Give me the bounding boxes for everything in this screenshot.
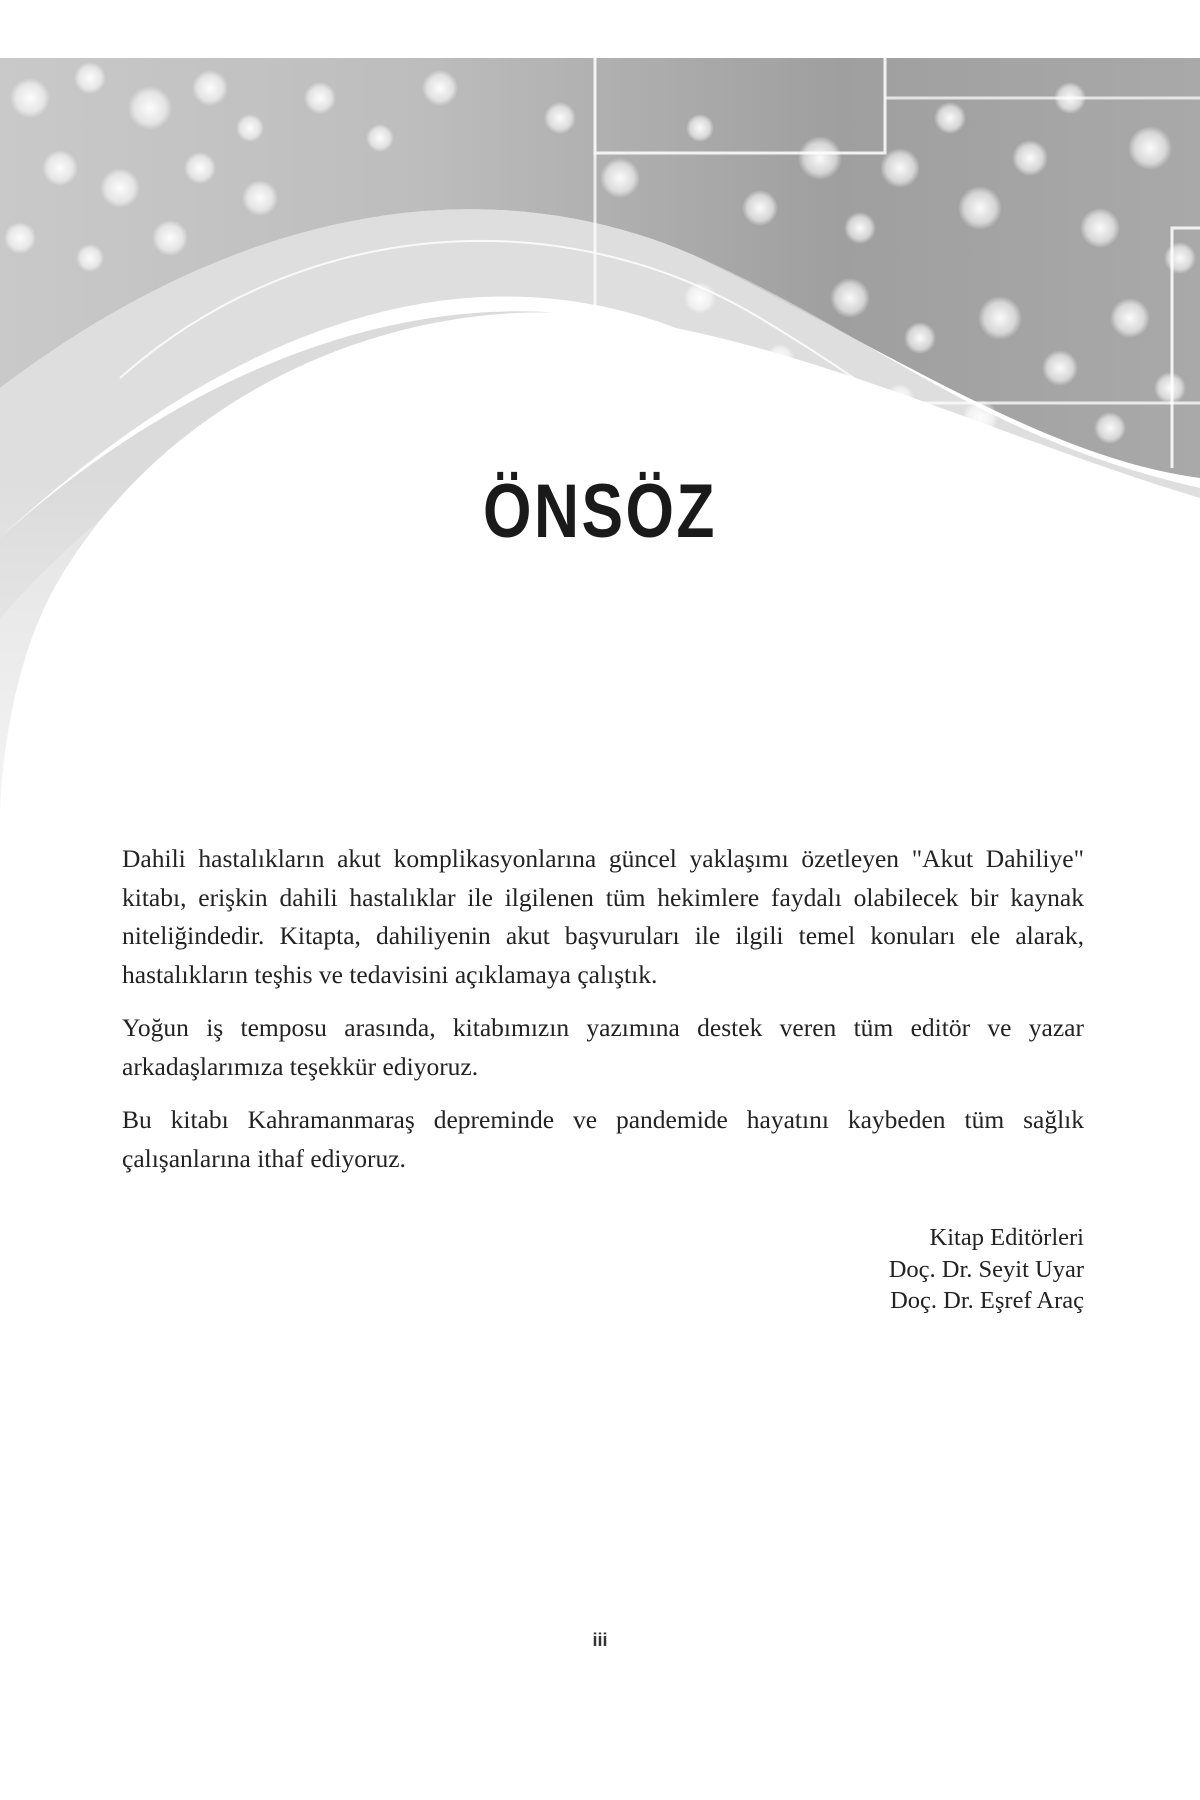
signature-role: Kitap Editörleri bbox=[929, 1224, 1084, 1251]
editors-signature bbox=[889, 1222, 1084, 1317]
page-number: iii bbox=[592, 1630, 608, 1650]
header-decorative-background bbox=[0, 58, 1200, 818]
signature-editor-1: Doç. Dr. Seyit Uyar bbox=[888, 1255, 1084, 1283]
signature-editor-2: Doç. Dr. Eşref Araç bbox=[890, 1287, 1084, 1314]
page-top-margin bbox=[0, 0, 1200, 58]
paragraph-2: Yoğun iş temposu arasında, kitabımızın yazımına destek veren tüm editör ve yazar arkadaşlarımıza teşekkür ediyoruz. bbox=[122, 1013, 1084, 1081]
page-title: ÖNSÖZ bbox=[483, 469, 717, 554]
foreword-body bbox=[122, 840, 1084, 1193]
paragraph-1: Dahili hastalıkların akut komplikasyonlarına güncel yaklaşımı özetleyen "Akut Dahiliye" kitabı, erişkin dahili hastalıklar ile ilgilenen tüm hekimlere faydalı olabilecek bir kaynak niteliğindedir. Kitapta, dahiliyenin akut başvuruları ile ilgili temel konuları ele alarak, hastalıkların teşhis ve tedavisini açıklamaya çalıştık. bbox=[122, 844, 1084, 989]
paragraph-3: Bu kitabı Kahramanmaraş depreminde ve pandemide hayatını kaybeden tüm sağlık çalışanlarına ithaf ediyoruz. bbox=[122, 1105, 1084, 1173]
